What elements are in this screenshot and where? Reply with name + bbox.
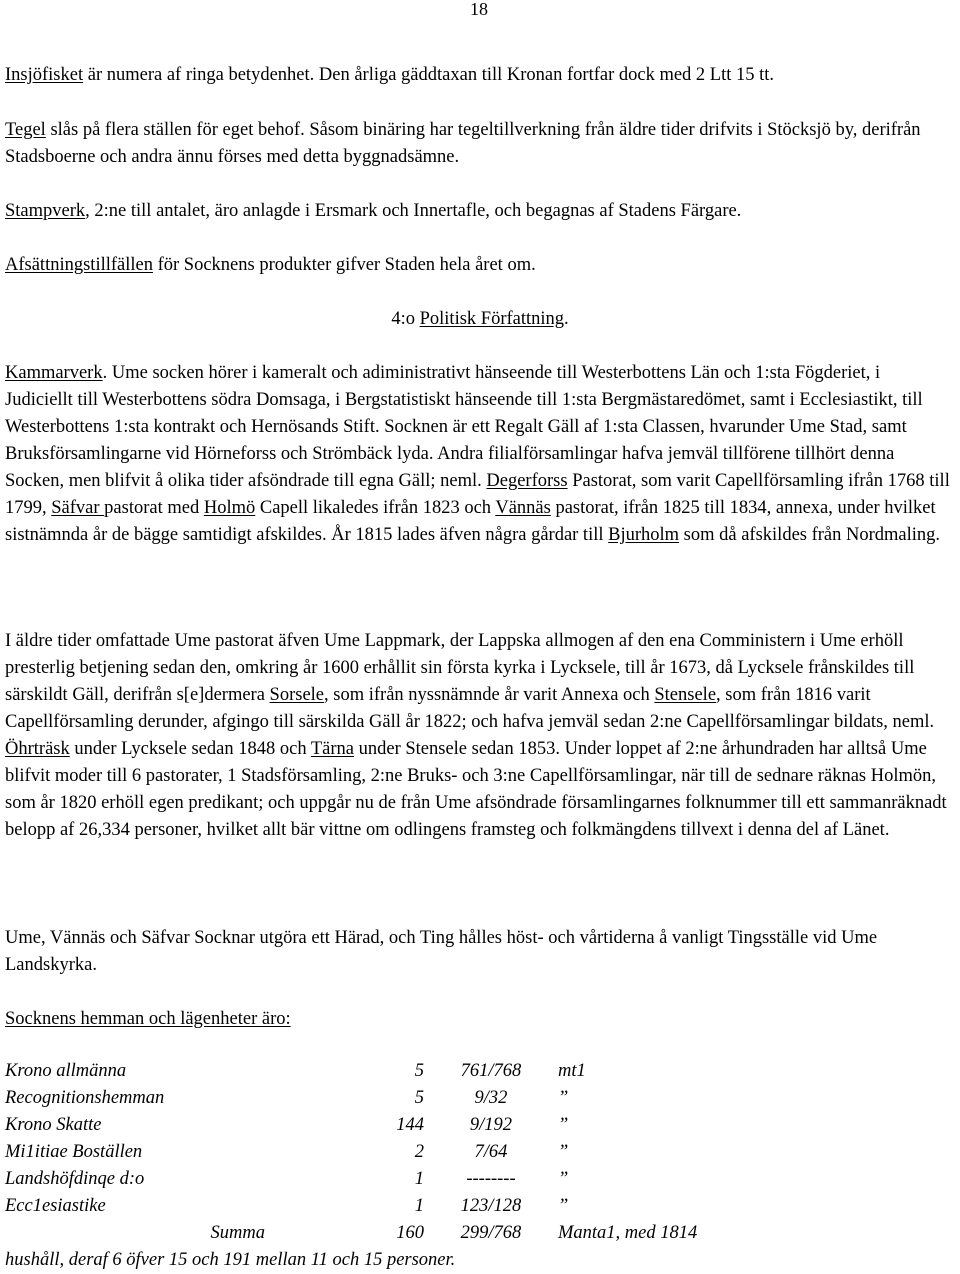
paragraph-afsattning: [5, 252, 952, 279]
paragraph-text: Pastorat, som varit Capellförsamling ifrån 1768 till 1799,: [5, 471, 950, 518]
paragraph-text: slås på flera ställen för eget behof. Såsom binäring har tegeltillverkning från äldre tider drifvits i Stöcksjö by, derifrån Stadsboerne och andra ännu förses med detta byggnadsämne.: [5, 120, 921, 167]
place-tarna: Tärna: [310, 739, 354, 759]
summa-unit: Manta1, med 1814: [558, 1223, 698, 1243]
paragraph-aldre-tider: [5, 628, 952, 844]
row-unit: ”: [558, 1169, 569, 1189]
table-row: [5, 1058, 758, 1085]
paragraph-insjofisket: [5, 62, 952, 89]
paragraph-text: som då afskildes från Nordmaling.: [679, 525, 941, 545]
paragraph-text: I äldre tider omfattade Ume pastorat äfven Ume Lappmark, der Lappska allmogen af den ena Comministern i Ume erhöll presterlig betjening sedan den, omkring år 1600 erhållit sin första kyrka i Lycksele, till år 1673, då Lycksele frånskildes till särskildt Gäll, derifrån s[e]dermera: [5, 631, 915, 705]
summa-row: [5, 1220, 758, 1247]
row-name: Landshöfdinqe d:o: [5, 1169, 145, 1189]
heading-suffix: .: [564, 309, 569, 329]
paragraph-text: , 2:ne till antalet, äro anlagde i Ersmark och Innertafle, och begagnas af Stadens Färgare.: [85, 201, 742, 221]
paragraph-tegel: [5, 117, 952, 171]
place-holmo: Holmö: [203, 498, 256, 518]
term-stampverk: Stampverk: [5, 201, 86, 221]
row-unit: mt1: [558, 1061, 586, 1081]
paragraph-kammarverk: [5, 360, 952, 549]
row-name: Krono allmänna: [5, 1061, 127, 1081]
summa-label: Summa: [210, 1223, 265, 1243]
heading-prefix: 4:o: [391, 309, 420, 329]
row-share: 123/128: [460, 1196, 522, 1216]
paragraph-stampverk: [5, 198, 952, 225]
place-vannas: Vännäs: [495, 498, 551, 518]
row-name: Ecc1esiastike: [5, 1196, 106, 1216]
row-name: Krono Skatte: [5, 1115, 102, 1135]
table-row: [5, 1166, 758, 1193]
paragraph-text: under Stensele sedan 1853. Under loppet af 2:ne århundraden har alltså Ume blifvit moder till 6 pastorater, 1 Stadsförsamling, 2:ne Bruks- och 3:ne Capellförsamlingar, när till de sednare räknas Holmön, som år 1820 erhöll egen predikant; och uppgår nu de från Ume afsöndrade församlingarnes folknummer till ett sammanräknadt belopp af 26,334 personer, hvilket allt bär vittne om odlingens framsteg och folkmängdens tillvext i denna del af Länet.: [5, 739, 947, 840]
heading-title: Politisk Författning: [419, 309, 565, 329]
row-count: 1: [414, 1196, 424, 1216]
row-count: 2: [414, 1142, 424, 1162]
paragraph-text: Capell likaledes ifrån 1823 och: [255, 498, 496, 518]
term-tegel: Tegel: [5, 120, 46, 140]
row-count: 144: [396, 1115, 424, 1135]
hemman-heading: Socknens hemman och lägenheter äro:: [5, 1009, 291, 1029]
paragraph-text: för Socknens produkter gifver Staden hela året om.: [152, 255, 536, 275]
row-share: 9/32: [474, 1088, 508, 1108]
place-sorsele: Sorsele: [269, 685, 325, 705]
paragraph-text: , som ifrån nyssnämnde år varit Annexa och: [324, 685, 655, 705]
row-count: 5: [414, 1088, 424, 1108]
table-row: [5, 1193, 758, 1220]
row-share: --------: [466, 1169, 516, 1189]
hemman-table: [5, 1058, 758, 1247]
summa-share: 299/768: [460, 1223, 522, 1243]
row-share: 7/64: [474, 1142, 508, 1162]
row-name: Mi1itiae Boställen: [5, 1142, 143, 1162]
page-number: 18: [470, 0, 488, 19]
place-ohrtrask: Öhrträsk: [5, 739, 70, 759]
row-share: 761/768: [460, 1061, 522, 1081]
table-row: [5, 1085, 758, 1112]
paragraph-text: är numera af ringa betydenhet. Den årliga gäddtaxan till Kronan fortfar dock med 2 Ltt 15 tt.: [83, 65, 775, 85]
place-degerforss: Degerforss: [486, 471, 568, 491]
term-insjofisket: Insjöfisket: [5, 65, 84, 85]
row-unit: ”: [558, 1115, 569, 1135]
paragraph-text: , som från 1816 varit Capellförsamling derunder, afgingo till särskilda Gäll år 1822; och hafva jemväl sedan 2:ne Capellförsamlingar bildats, neml.: [5, 685, 935, 732]
place-bjurholm: Bjurholm: [608, 525, 680, 545]
place-stensele: Stensele: [654, 685, 717, 705]
paragraph-text: pastorat, ifrån 1825 till 1834, annexa, under hvilket sistnämnda år de bägge samtidigt afskildes. År 1815 lades äfven några gårdar till: [5, 498, 936, 545]
row-count: 5: [414, 1061, 424, 1081]
table-row: [5, 1139, 758, 1166]
row-unit: ”: [558, 1142, 569, 1162]
section-heading: [0, 306, 960, 333]
term-afsattningstillfallen: Afsättningstillfällen: [5, 255, 153, 275]
row-count: 1: [414, 1169, 424, 1189]
paragraph-text: . Ume socken hörer i kameralt och adiministrativt hänseende till Westerbottens Län och 1:sta Fögderiet, i Judiciellt till Westerbottens södra Domsaga, i Bergstatistiskt hänseende till 1:sta Bergmästaredömet, samt i Ecclesiastikt, till Westerbottens 1:sta kontrakt och Hernösands Stift. Socknen är ett Regalt Gäll af 1:sta Classen, hvarunder Ume Stad, samt Bruksförsamlingarne vid Hörneforss och Strömbäck lyda. Andra filialförsamlingar hafva jemväl tillförene tillhört denna Socken, men blifvit å olika tider afsöndrade till egna Gäll; neml.: [5, 363, 923, 491]
paragraph-harad: Ume, Vännäs och Säfvar Socknar utgöra ett Härad, och Ting hålles höst- och vårtiderna å vanligt Tingsställe vid Ume Landskyrka.: [5, 928, 878, 975]
paragraph-text: under Lycksele sedan 1848 och: [69, 739, 311, 759]
table-footer-text: hushåll, deraf 6 öfver 15 och 191 mellan 11 och 15 personer.: [5, 1250, 456, 1270]
row-unit: ”: [558, 1088, 569, 1108]
summa-count: 160: [396, 1223, 424, 1243]
place-safvar: Säfvar: [51, 498, 105, 518]
row-unit: ”: [558, 1196, 569, 1216]
row-share: 9/192: [469, 1115, 513, 1135]
paragraph-hemman-heading: [5, 1006, 952, 1033]
table-row: [5, 1112, 758, 1139]
term-kammarverk: Kammarverk: [5, 363, 103, 383]
row-name: Recognitionshemman: [5, 1088, 165, 1108]
paragraph-text: pastorat med: [104, 498, 204, 518]
